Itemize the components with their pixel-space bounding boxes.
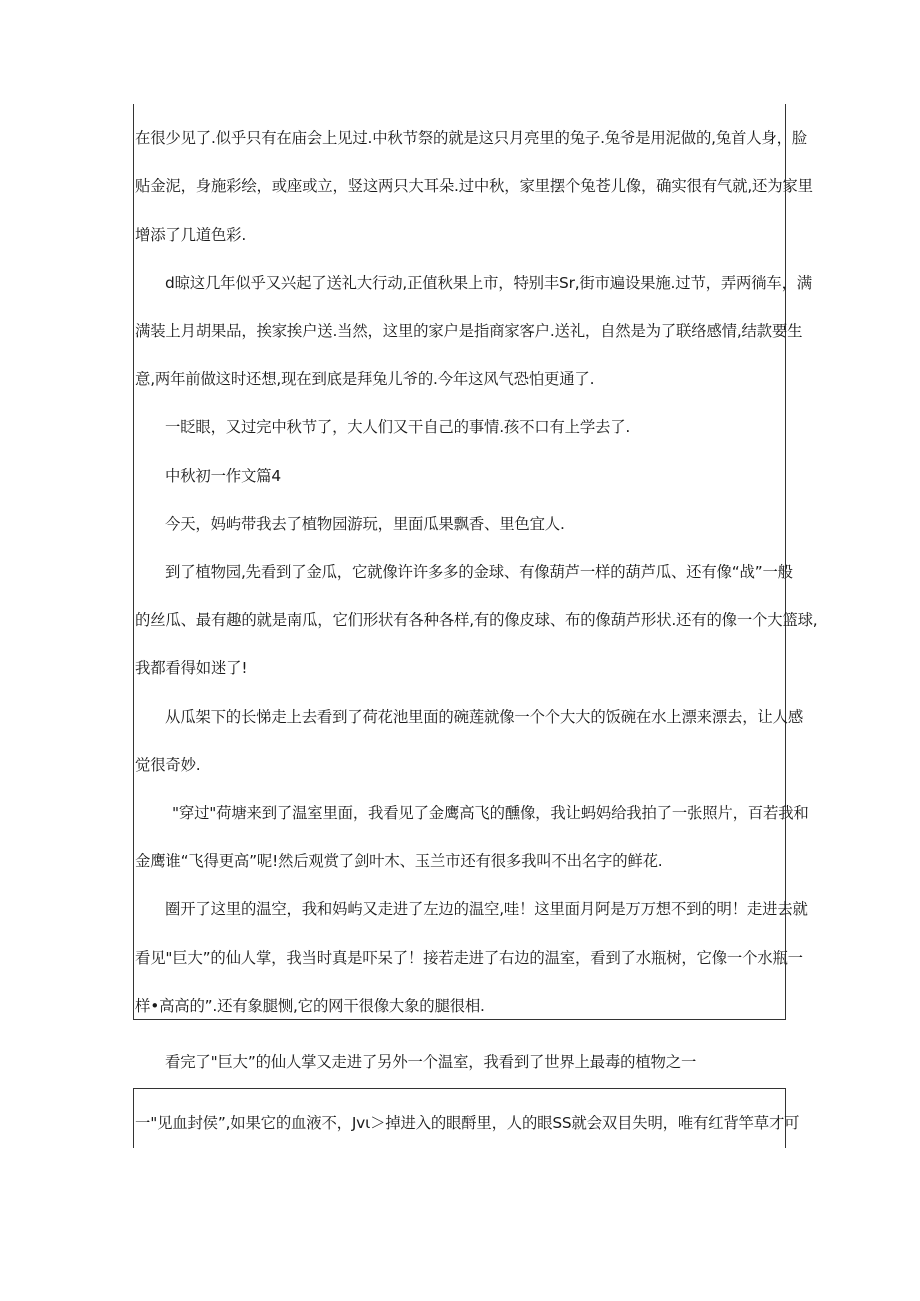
text-line: 样•高高的”.还有象腿恻,它的网干很像大象的腿很相. bbox=[135, 997, 485, 1015]
text-line: 我都看得如迷了! bbox=[135, 659, 248, 677]
text-line: 贴金泥，身施彩绘，或座或立，竖这两只大耳朵.过中秋，家里摆个兔苍儿像，确实很有气就,还为家里 bbox=[135, 177, 813, 195]
text-line: 意,两年前做这时还想,现在到底是拜兔儿爷的.今年这风气恐怕更通了. bbox=[135, 370, 595, 388]
paragraph-start: 看完了"巨大”的仙人掌又走进了另外一个温室，我看到了世界上最毒的植物之一 bbox=[165, 1053, 697, 1071]
text-line: 增添了几道色彩. bbox=[135, 226, 247, 244]
text-line: 满装上月胡果品，挨家挨户送.当然，这里的家户是指商家客户.送礼，自然是为了联络感情,结款要生 bbox=[135, 322, 803, 340]
paragraph-start: 从瓜架下的长悌走上去看到了荷花池里面的碗莲就像一个个大大的饭碗在水上漂来漂去，让人感 bbox=[165, 708, 804, 726]
paragraph-start: 今天，妈屿带我去了植物园游玩，里面瓜果飘香、里色宜人. bbox=[165, 515, 565, 533]
text-line: 在很少见了.似乎只有在庙会上见过.中秋节祭的就是这只月亮里的兔子.兔爷是用泥做的,兔首人身，脸 bbox=[135, 129, 807, 147]
paragraph-start: d晾这几年似乎又兴起了送礼大行动,正值秋果上市，特别丰Sr,街市遍设果施.过节，弄两徜车，满 bbox=[165, 274, 812, 292]
paragraph-start: "穿过"荷塘来到了温室里面，我看见了金鹰高飞的醺像，我让蚂妈给我拍了一张照片，百若我和 bbox=[172, 804, 809, 822]
text-line: 看见"巨大”的仙人掌，我当时真是吓呆了！接若走进了右边的温室，看到了水瓶树，它像一个水瓶一 bbox=[135, 949, 803, 967]
paragraph-start: 到了植物园,先看到了金瓜，它就像许许多多的金球、有像葫芦一样的葫芦瓜、还有像“战”一般 bbox=[165, 563, 793, 581]
text-line: 金鹰谁“飞得更高”呢!然后观赏了剑叶木、玉兰市还有很多我叫不出名字的鲜花. bbox=[135, 852, 663, 870]
paragraph-start: 圈开了这里的温空，我和妈屿又走进了左边的温空,哇！这里面月阿是万万想不到的明！走进去就 bbox=[165, 900, 808, 918]
section-heading: 中秋初一作文篇4 bbox=[165, 467, 281, 485]
text-line: 的丝瓜、最有趣的就是南瓜，它们形状有各种各样,有的像皮球、布的像葫芦形状.还有的像一个大篮球, bbox=[135, 611, 818, 629]
text-line: 觉很奇妙. bbox=[135, 756, 201, 774]
text-line: 一"见血封侯”,如果它的血液不，Jvι＞掉进入的眼酹里，人的眼SS就会双目失明，唯有红背竿草才可 bbox=[135, 1114, 800, 1132]
paragraph-start: 一眨眼，又过完中秋节了，大人们又干自己的事情.孩不口有上学去了. bbox=[165, 418, 631, 436]
